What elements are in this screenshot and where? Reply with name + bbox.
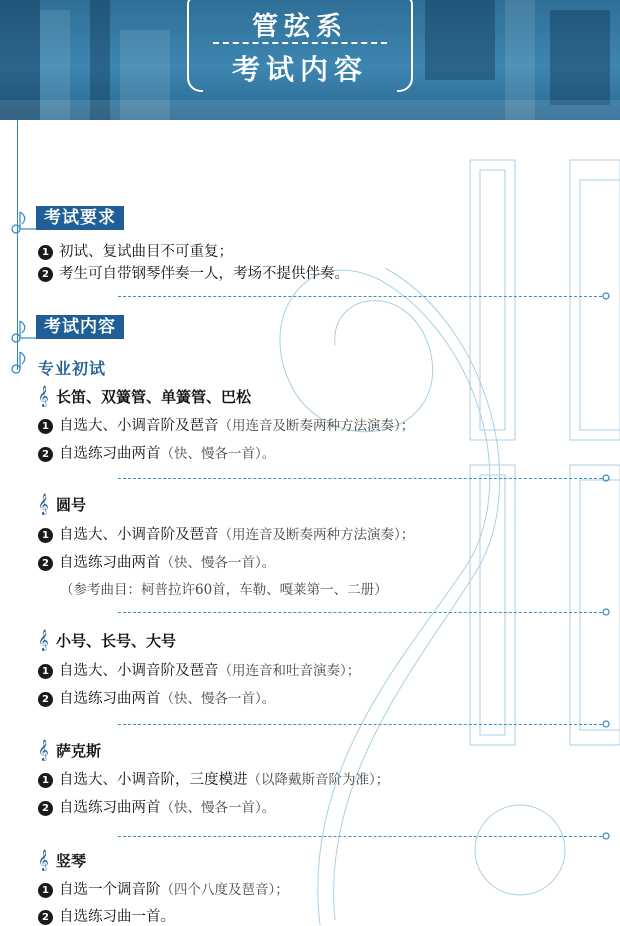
letter-stroke xyxy=(470,160,515,440)
item-note: （以降戴斯音阶为准）； xyxy=(247,772,390,788)
page-subtitle: 考试内容 xyxy=(231,53,368,86)
music-note-icon xyxy=(12,365,20,373)
letter-stroke-inner xyxy=(580,180,620,430)
instrument-name: 竖琴 xyxy=(56,852,87,870)
letter-stroke xyxy=(470,465,515,745)
music-note-icon xyxy=(603,721,609,727)
instrument-item xyxy=(38,442,275,463)
item-text: 自选大、小调音阶及琶音 xyxy=(59,527,219,543)
instrument-heading-brass xyxy=(38,630,176,651)
instrument-item xyxy=(38,878,289,899)
number-badge: 2 xyxy=(38,801,53,816)
dashed-divider xyxy=(118,612,602,613)
treble-clef-icon: 𝄞 xyxy=(38,740,49,761)
number-badge: 1 xyxy=(38,245,53,260)
item-text: 自选练习曲两首 xyxy=(59,800,161,816)
number-badge: 2 xyxy=(38,447,53,462)
number-badge: 1 xyxy=(38,419,53,434)
item-note: （快、慢各一首）。 xyxy=(160,691,276,707)
letter-stroke-inner xyxy=(580,480,620,730)
instrument-heading-horn xyxy=(38,494,86,515)
dashed-divider xyxy=(118,296,602,297)
number-badge: 2 xyxy=(38,692,53,707)
music-note-icon xyxy=(12,225,20,233)
item-text: 自选一个调音阶 xyxy=(59,882,161,898)
requirement-text: 考生可自带钢琴伴奏一人，考场不提供伴奏。 xyxy=(59,266,349,282)
treble-clef-icon: 𝄞 xyxy=(38,630,49,651)
instrument-item xyxy=(38,796,275,817)
instrument-name: 小号、长号、大号 xyxy=(56,632,177,650)
requirement-item-1 xyxy=(38,240,233,261)
section-label-requirements: 考试要求 xyxy=(36,206,124,230)
number-badge: 1 xyxy=(38,773,53,788)
timeline-line xyxy=(17,120,18,370)
instrument-name: 长笛、双簧管、单簧管、巴松 xyxy=(56,388,252,406)
instrument-item xyxy=(38,551,275,572)
instrument-item xyxy=(38,687,275,708)
instrument-heading-woodwinds xyxy=(38,386,251,407)
item-text: 自选大、小调音阶，三度模进 xyxy=(59,772,248,788)
requirement-text: 初试、复试曲目不可重复； xyxy=(59,244,233,260)
item-text: 自选练习曲一首。 xyxy=(59,909,175,925)
clef-tail-circle xyxy=(475,805,565,895)
item-text: 自选练习曲两首 xyxy=(59,446,161,462)
section-label-content: 考试内容 xyxy=(36,315,124,339)
instrument-item xyxy=(38,905,175,926)
dashed-divider xyxy=(118,478,602,479)
requirement-item-2 xyxy=(38,262,349,283)
instrument-item xyxy=(38,523,414,544)
item-note: （快、慢各一首）。 xyxy=(160,446,276,462)
number-badge: 2 xyxy=(38,267,53,282)
item-note: （用连音及断奏两种方法演奏）； xyxy=(218,418,415,434)
dashed-divider xyxy=(118,836,602,837)
item-text: 自选大、小调音阶及琶音 xyxy=(59,418,219,434)
treble-clef-icon: 𝄞 xyxy=(38,386,49,407)
item-note: （快、慢各一首）。 xyxy=(160,555,276,571)
number-badge: 2 xyxy=(38,910,53,925)
item-text: 自选练习曲两首 xyxy=(59,555,161,571)
instrument-heading-harp xyxy=(38,850,86,871)
number-badge: 2 xyxy=(38,556,53,571)
dashed-divider xyxy=(118,724,602,725)
number-badge: 1 xyxy=(38,883,53,898)
item-note: （用连音及断奏两种方法演奏）； xyxy=(218,527,415,543)
instrument-name: 圆号 xyxy=(56,496,87,514)
item-text: 自选大、小调音阶及琶音 xyxy=(59,663,219,679)
instrument-item xyxy=(38,659,360,680)
subhead-preliminary: 专业初试 xyxy=(38,359,107,378)
item-text: 自选练习曲两首 xyxy=(59,691,161,707)
item-note: （用连音和吐音演奏）； xyxy=(218,663,361,679)
page-title: 管弦系 xyxy=(251,12,348,42)
item-note: （四个八度及琶音）； xyxy=(160,882,289,898)
instrument-heading-saxophone xyxy=(38,740,101,761)
letter-stroke xyxy=(570,465,620,745)
instrument-item xyxy=(38,414,414,435)
music-note-icon xyxy=(603,833,609,839)
item-note: （快、慢各一首）。 xyxy=(160,800,276,816)
letter-stroke xyxy=(570,160,620,440)
music-note-icon xyxy=(603,609,609,615)
instrument-item xyxy=(38,768,389,789)
music-note-icon xyxy=(12,334,20,342)
treble-clef-icon: 𝄞 xyxy=(38,850,49,871)
letter-stroke-inner xyxy=(480,475,505,735)
number-badge: 1 xyxy=(38,664,53,679)
music-note-icon xyxy=(603,293,609,299)
reference-repertoire-note: （参考曲目：柯普拉许60首，车勒、嘎莱第一、二册） xyxy=(60,582,388,598)
number-badge: 1 xyxy=(38,528,53,543)
treble-clef-icon: 𝄞 xyxy=(38,494,49,515)
instrument-name: 萨克斯 xyxy=(56,742,102,760)
